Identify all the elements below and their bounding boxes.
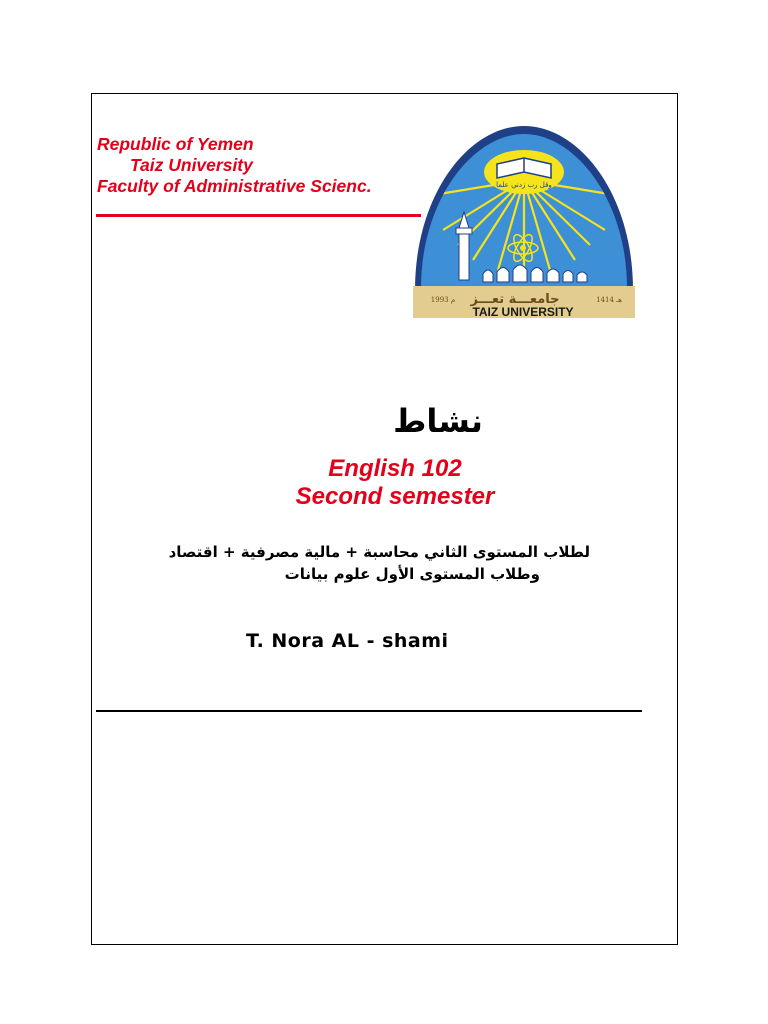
bottom-divider xyxy=(96,710,642,712)
svg-text:1993 م: 1993 م xyxy=(430,296,456,304)
teacher-name: T. Nora AL - shami xyxy=(246,630,449,652)
svg-text:TAIZ UNIVERSITY: TAIZ UNIVERSITY xyxy=(472,305,574,318)
svg-text:وقل رب زدني علما: وقل رب زدني علما xyxy=(496,181,552,189)
audience-line-2: وطلاب المستوى الأول علوم بيانات xyxy=(284,565,540,583)
taiz-university-logo-icon xyxy=(413,120,635,318)
audience-line-1: لطلاب المستوى الثاني محاسبة + مالية مصرفية + اقتصاد xyxy=(168,543,590,561)
course-block xyxy=(200,455,590,511)
activity-title-arabic: نشاط xyxy=(393,402,483,440)
header-faculty: Faculty of Administrative Scienc. xyxy=(97,176,372,196)
header-country: Republic of Yemen xyxy=(97,134,254,154)
course-code: English 102 xyxy=(328,455,462,482)
header-underline xyxy=(96,214,421,217)
course-semester: Second semester xyxy=(295,483,495,510)
institution-header xyxy=(97,134,372,197)
svg-text:جامعـــة تعـــز: جامعـــة تعـــز xyxy=(470,292,560,307)
header-university: Taiz University xyxy=(130,155,253,175)
svg-text:1414 هـ: 1414 هـ xyxy=(596,296,622,304)
audience-block xyxy=(110,541,590,585)
